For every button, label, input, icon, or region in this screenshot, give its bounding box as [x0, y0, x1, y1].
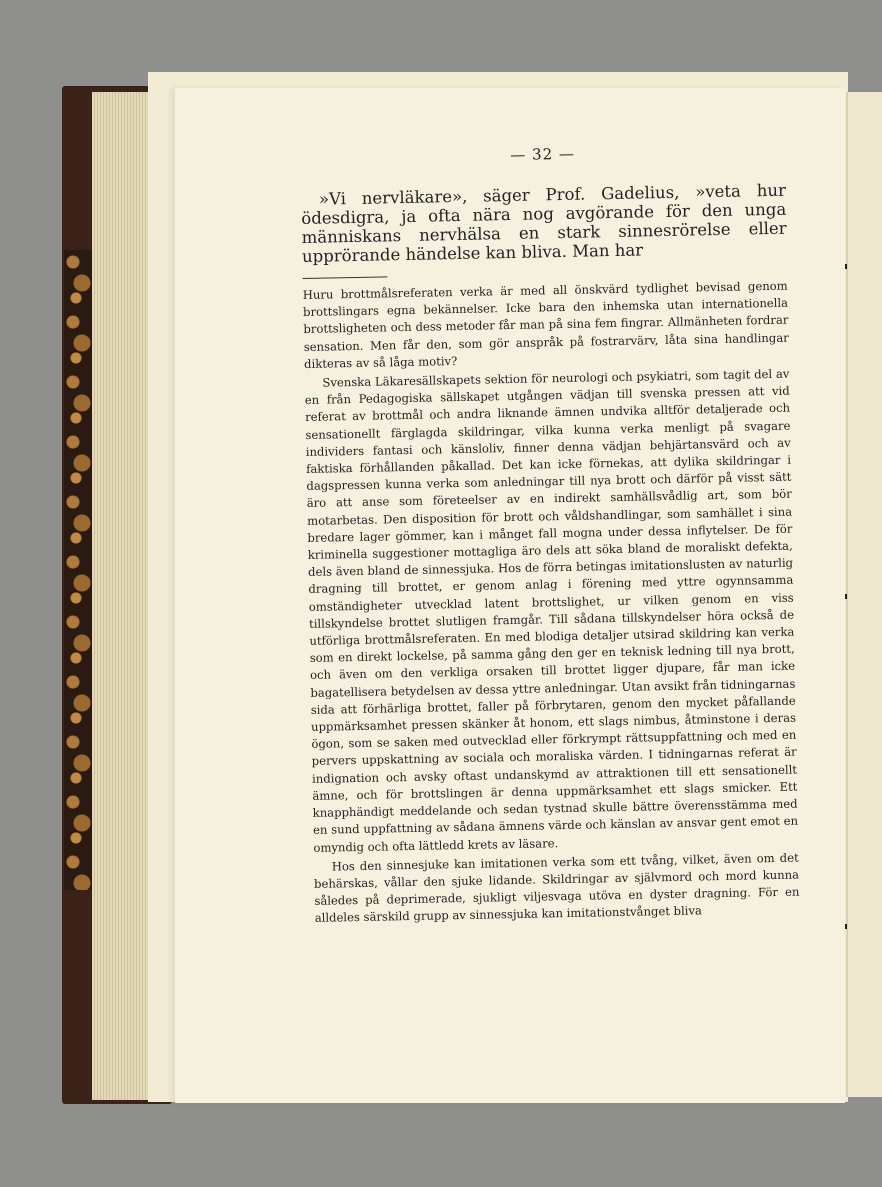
main-paragraph: »Vi nervläkare», säger Prof. Gadelius, »veta hur ödesdigra, ja ofta nära nog avgörande för den unga människans nervhälsa en stark sinnesrörelse eller upprörande händelse kan bliva. Man har: [301, 180, 787, 266]
footnote-paragraph: Hos den sinnesjuke kan imitationen verka som ett tvång, vilket, även om det behärskas, vållar den sjuke lidande. Skildringar av självmord och mord kunna således på deprimerade, sjukligt viljesvaga utöva en dyster dragning. För en alldeles särskild grupp av sinnessjuka kan imitationstvånget bliva: [313, 850, 800, 926]
marbled-edge: [64, 250, 94, 890]
footnote-divider: [302, 276, 387, 279]
footnote-paragraph: Svenska Läkaresällskapets sektion för neurologi och psykiatri, som tagit del av en från Pedagogiska sällskapet utgången vädjan till svenska pressen att vid referat av brottmål och andra liknande ämnen undvika alltför detaljerade och sensationellt färglagda skildringar, vilka kunna verka menligt på svagare individers fantasi och känsloliv, finner denna vädjan behjärtansvärd och av faktiska förhållanden påkallad. Det kan icke förnekas, att dylika skildringar i dagspressen kunna verka som anledningar till nya brott och därför på visst sätt äro att anse som företeelser av en indirekt samhällsvådlig art, som bör motarbetas. Den disposition för brott och våldshandlingar, som samhället i sina bredare lager gömmer, kan i månget fall mogna under dessa inflytelser. De för kriminella suggestioner mottagliga äro dels att söka bland de moraliskt defekta, dels även bland de sinnessjuka. Hos de förra betingas imitationslusten av naturlig dragning till brottet, er genom anlag i förening med yttre ogynnsamma omständigheter utvecklad latent brottslighet, ur vilken genom en viss tillskyndelse brottet slutligen framgår. Till sådana tillskyndelser höra också de utförliga brottmålsreferaten. En med blodiga detaljer utsirad skildring kan verka som en direkt lockelse, på samma gång den ger en teknisk ledning till nya brott, och även om den verkliga orsaken till brottet ligger djupare, får man icke bagatellisera betydelsen av dessa yttre anledningar. Utan avsikt från tidningarnas sida att förhärliga brottet, faller på förbrytaren, genom den mycket påfallande uppmärksamhet pressen skänker åt honom, ett slags nimbus, åtminstone i deras ögon, som se saken med outvecklad eller förkrympt rättsuppfattning och med en pervers uppskattning av sociala och moraliska värden. I tidningarnas referat är indignation och avsky oftast undanskymd av attraktionen till ett sensationellt ämne, och för brottslingen är denna uppmärksamhet ett slags smicker. Ett knapphändigt meddelande och sedan tystnad skulle bättre överensstämma med en sund uppfattning av sådana ämnens värde och känslan av ansvar gent emot en omyndig och ofta lättledd krets av läsare.: [304, 366, 799, 855]
page-content: [300, 141, 800, 928]
facing-page-edge: [846, 92, 882, 1097]
footnote-paragraph: Huru brottmålsreferaten verka är med all önskvärd tydlighet bevisad genom brottslingars egna bekännelser. Icke bara den inhemska utan internationella brottsligheten och dess metoder får man på sina fem fingrar. Allmänheten fordrar sensation. Men får den, som gör anspråk på fostrarvärv, låta sina handlingar dikteras av så låga motiv?: [302, 278, 789, 371]
page-number: — 32 —: [510, 144, 576, 164]
